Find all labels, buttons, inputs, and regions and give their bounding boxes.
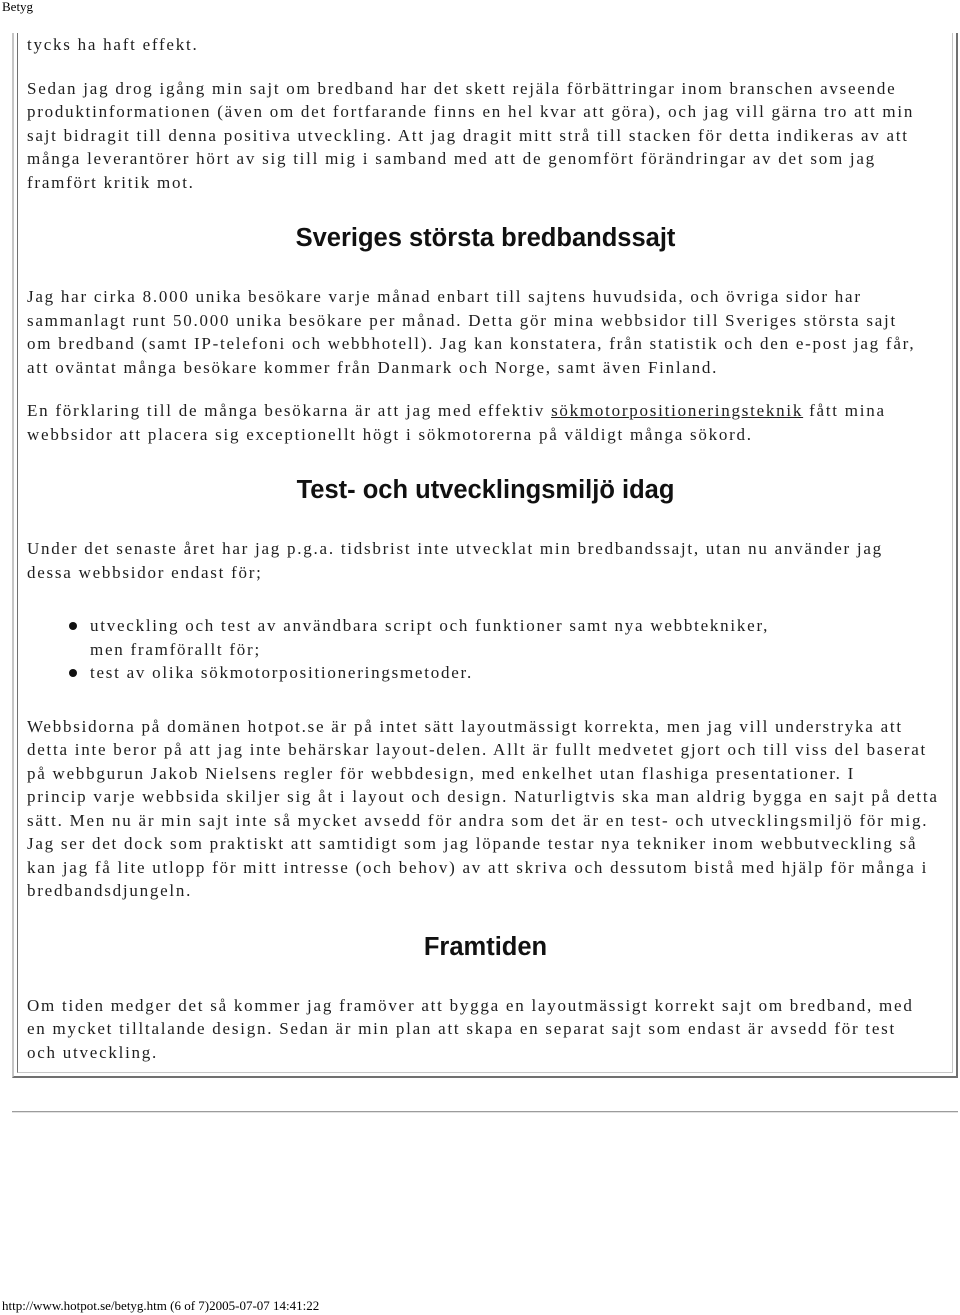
text-line: en mycket tilltalande design. Sedan är min plan att skapa en separat sajt som endast är avsedd för test (27, 1019, 897, 1038)
paragraph-visitors (27, 285, 944, 379)
text-line: webbsidor att placera sig exceptionellt högt i sökmotorerna på väldigt många sökord. (27, 424, 753, 444)
text-line: dessa webbsidor endast för; (27, 562, 263, 582)
text-line: Sedan jag drog igång min sajt om bredband har det skett rejäla förbättringar inom branschen avseende (27, 78, 897, 98)
text-line: Webbsidorna på domänen hotpot.se är på intet sätt layoutmässigt korrekta, men jag vill understryka att (27, 716, 903, 736)
text-line: att oväntat många besökare kommer från Danmark och Norge, samt även Finland. (27, 357, 719, 377)
heading-largest-site: Sveriges största bredbandssajt (295, 224, 676, 252)
text-line: kan jag få lite utlopp för mitt intresse (och behov) av att skriva och dessutom bistå med hjälp för många i (27, 857, 929, 877)
content-cell (17, 33, 953, 1073)
text-line: många leverantörer hört av sig till mig i samband med att de genomfört förändringar av det som jag (27, 149, 876, 168)
text-line: men framförallt för; (90, 639, 261, 659)
text-segment: En förklaring till de många besökarna är att jag med effektiv (27, 401, 552, 420)
text-line: test av olika sökmotorpositioneringsmetoder. (90, 663, 473, 682)
bullet-icon (69, 622, 77, 630)
heading-future: Framtiden (423, 932, 548, 961)
text-line: framfört kritik mot. (27, 172, 195, 192)
paragraph-industry-progress (27, 77, 944, 195)
text-segment: fått mina (803, 401, 886, 420)
paragraph-future (27, 994, 944, 1065)
text-line: produktinformationen (även om det fortfarande finns en hel kvar att göra), och jag vill gärna tro att min (27, 102, 915, 121)
text-line: om bredband (samt IP-telefoni och webbhotell). Jag kan konstatera, från statistik och den e-post jag får, (27, 334, 916, 353)
text-line: sätt. Men nu är min sajt inte så mycket avsedd för andra som det är en test- och utvecklingsmiljö för mig. (27, 810, 929, 830)
paragraph-continuation (27, 33, 944, 57)
seo-technique-link[interactable]: sökmotorpositioneringsteknik (551, 401, 804, 420)
horizontal-rule (12, 1111, 958, 1113)
list-item (90, 661, 944, 685)
paragraph-usage (27, 537, 944, 584)
heading-test-environment: Test- och utvecklingsmiljö idag (296, 476, 675, 504)
page-header-title: Betyg (2, 0, 34, 14)
page-footer: http://www.hotpot.se/betyg.htm (6 of 7)2005-07-07 14:41:22 (2, 1298, 320, 1313)
text-line: på webbgurun Jakob Nielsens regler för webbdesign, med enkelhet utan flashiga presentationer. I (27, 763, 856, 783)
text-line: tycks ha haft effekt. (27, 35, 199, 54)
text-line: Om tiden medger det så kommer jag framöver att bygga en layoutmässigt korrekt sajt om bredband, med (27, 995, 914, 1015)
text-line: Jag ser det dock som praktiskt att samtidigt som jag löpande testar nya tekniker inom webbutveckling så (27, 834, 918, 853)
text-line: Jag har cirka 8.000 unika besökare varje månad enbart till sajtens huvudsida, och övriga sidor har (27, 287, 862, 306)
text-line (27, 399, 944, 423)
text-line: utveckling och test av användbara script och funktioner samt nya webbtekniker, (90, 616, 770, 635)
paragraph-explanation (27, 399, 944, 446)
text-line: bredbandsdjungeln. (27, 881, 193, 900)
text-line: sammanlagt runt 50.000 unika besökare per månad. Detta gör mina webbsidor till Sveriges största sajt (27, 310, 897, 330)
content-frame (12, 33, 958, 1078)
text-line: och utveckling. (27, 1042, 159, 1062)
bullet-icon (69, 669, 77, 677)
paragraph-layout (27, 715, 944, 903)
usage-list (27, 614, 944, 685)
text-line: princip varje webbsida skiljer sig åt i layout och design. Naturligtvis ska man aldrig bygga en sajt på detta (27, 787, 939, 806)
text-line: Under det senaste året har jag p.g.a. tidsbrist inte utvecklat min bredbandssajt, utan nu använder jag (27, 539, 883, 558)
text-line: sajt bidragit till denna positiva utveckling. Att jag dragit mitt strå till stacken för detta indikeras av att (27, 125, 909, 145)
text-line: detta inte beror på att jag inte behärskar layout-delen. Allt är fullt medvetet gjort och till viss del baserat (27, 740, 927, 759)
list-item (90, 614, 944, 661)
